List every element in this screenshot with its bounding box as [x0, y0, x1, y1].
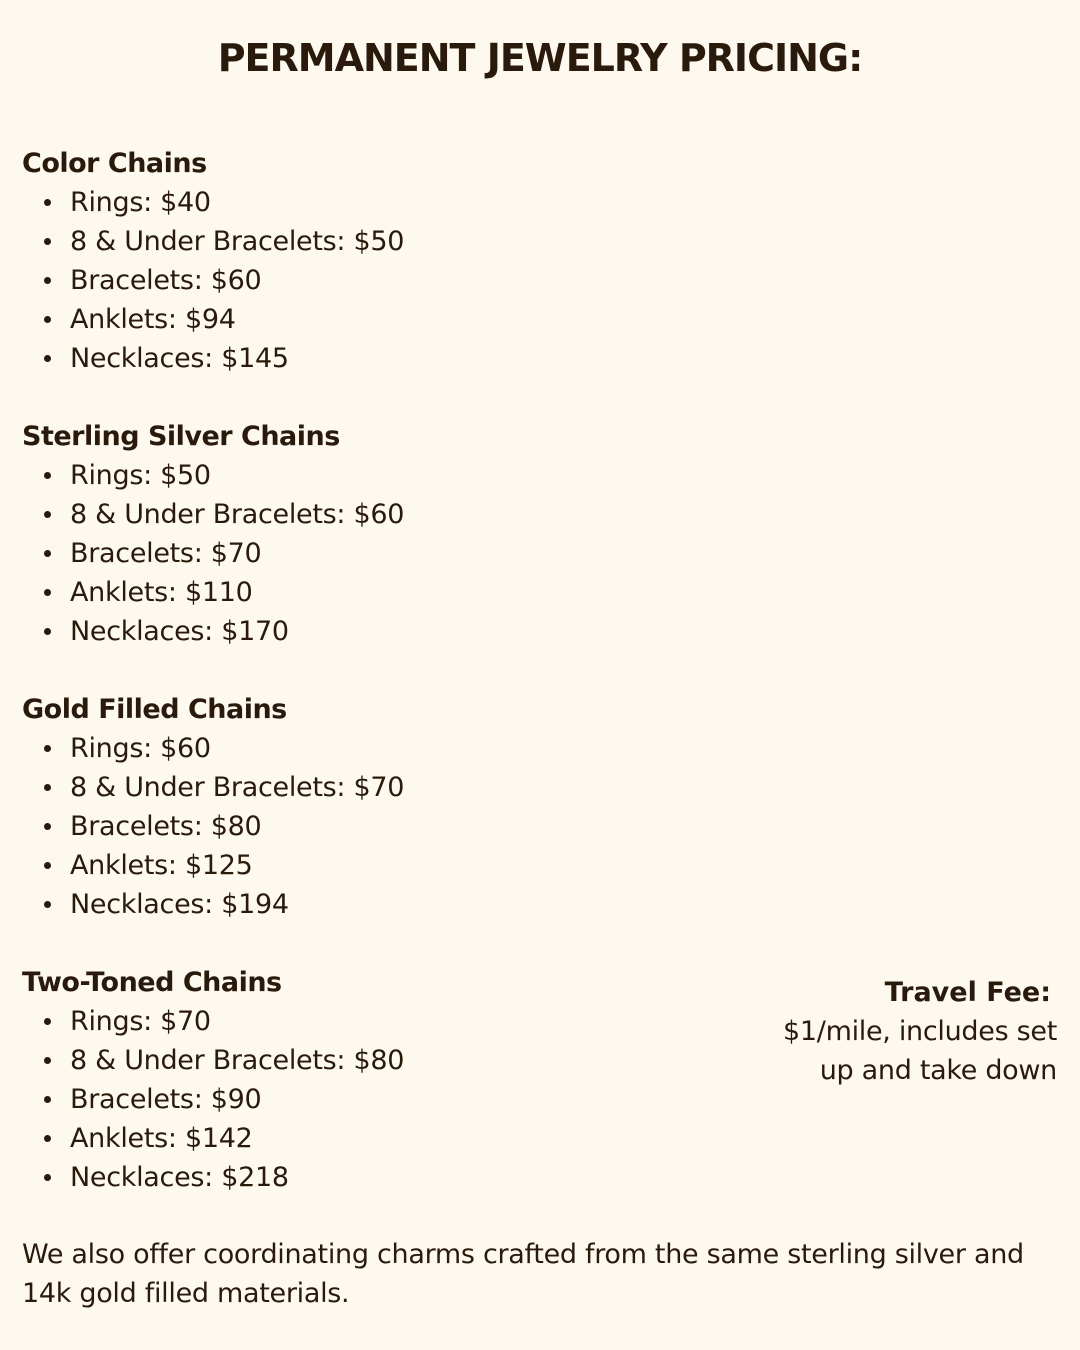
price-item	[22, 573, 722, 612]
page-title: PERMANENT JEWELRY PRICING:	[217, 36, 863, 80]
bullet-icon	[44, 1018, 51, 1025]
price-item-text: Necklaces: $170	[70, 616, 289, 647]
price-item	[22, 612, 722, 651]
bullet-icon	[44, 238, 51, 245]
section-gold-filled-chains	[22, 690, 722, 924]
price-item-text: Rings: $60	[70, 733, 211, 764]
price-item	[22, 456, 722, 495]
bullet-icon	[44, 511, 51, 518]
bullet-icon	[44, 199, 51, 206]
bullet-icon	[44, 472, 51, 479]
price-item	[22, 1041, 722, 1080]
price-item	[22, 768, 722, 807]
price-item	[22, 885, 722, 924]
bullet-icon	[44, 1057, 51, 1064]
footer-note: We also offer coordinating charms crafted from the same sterling silver and 14k gold filled materials.	[22, 1239, 1024, 1309]
travel-fee-line-2: up and take down	[819, 1055, 1057, 1086]
price-item-text: Necklaces: $218	[70, 1162, 289, 1193]
bullet-icon	[44, 628, 51, 635]
price-item	[22, 1158, 722, 1197]
section-title: Sterling Silver Chains	[22, 421, 340, 452]
bullet-icon	[44, 316, 51, 323]
price-item-text: Rings: $70	[70, 1006, 211, 1037]
bullet-icon	[44, 355, 51, 362]
price-item-text: Rings: $40	[70, 187, 211, 218]
bullet-icon	[44, 277, 51, 284]
price-item-text: Anklets: $125	[70, 850, 253, 881]
bullet-icon	[44, 550, 51, 557]
price-item-text: Rings: $50	[70, 460, 211, 491]
price-item	[22, 1119, 722, 1158]
price-list	[22, 183, 722, 378]
price-item-text: Bracelets: $60	[70, 265, 262, 296]
travel-fee-title: Travel Fee:	[884, 977, 1051, 1008]
travel-fee-line-1: $1/mile, includes set	[783, 1016, 1057, 1047]
price-item-text: 8 & Under Bracelets: $60	[70, 499, 405, 530]
price-item	[22, 729, 722, 768]
price-item	[22, 495, 722, 534]
price-item	[22, 183, 722, 222]
price-list	[22, 729, 722, 924]
price-item	[22, 222, 722, 261]
price-item-text: 8 & Under Bracelets: $70	[70, 772, 405, 803]
bullet-icon	[44, 901, 51, 908]
price-list	[22, 456, 722, 651]
bullet-icon	[44, 589, 51, 596]
price-item	[22, 339, 722, 378]
section-title: Color Chains	[22, 148, 207, 179]
section-title: Two-Toned Chains	[22, 967, 282, 998]
price-item-text: Anklets: $94	[70, 304, 236, 335]
bullet-icon	[44, 1135, 51, 1142]
price-item	[22, 534, 722, 573]
price-list	[22, 1002, 722, 1197]
price-item-text: Bracelets: $80	[70, 811, 262, 842]
price-item	[22, 261, 722, 300]
price-item-text: 8 & Under Bracelets: $50	[70, 226, 405, 257]
price-item-text: Necklaces: $194	[70, 889, 289, 920]
section-title: Gold Filled Chains	[22, 694, 287, 725]
price-item-text: Anklets: $142	[70, 1123, 253, 1154]
bullet-icon	[44, 784, 51, 791]
price-item	[22, 807, 722, 846]
price-item-text: Bracelets: $70	[70, 538, 262, 569]
price-item-text: Necklaces: $145	[70, 343, 289, 374]
price-item-text: 8 & Under Bracelets: $80	[70, 1045, 405, 1076]
price-item	[22, 300, 722, 339]
bullet-icon	[44, 1174, 51, 1181]
section-two-toned-chains	[22, 963, 722, 1197]
bullet-icon	[44, 862, 51, 869]
price-item	[22, 846, 722, 885]
bullet-icon	[44, 823, 51, 830]
bullet-icon	[44, 1096, 51, 1103]
price-item-text: Bracelets: $90	[70, 1084, 262, 1115]
price-item	[22, 1080, 722, 1119]
price-item-text: Anklets: $110	[70, 577, 253, 608]
bullet-icon	[44, 745, 51, 752]
section-sterling-silver-chains	[22, 417, 722, 651]
section-color-chains	[22, 144, 722, 378]
price-item	[22, 1002, 722, 1041]
travel-fee-block	[757, 973, 1057, 1090]
